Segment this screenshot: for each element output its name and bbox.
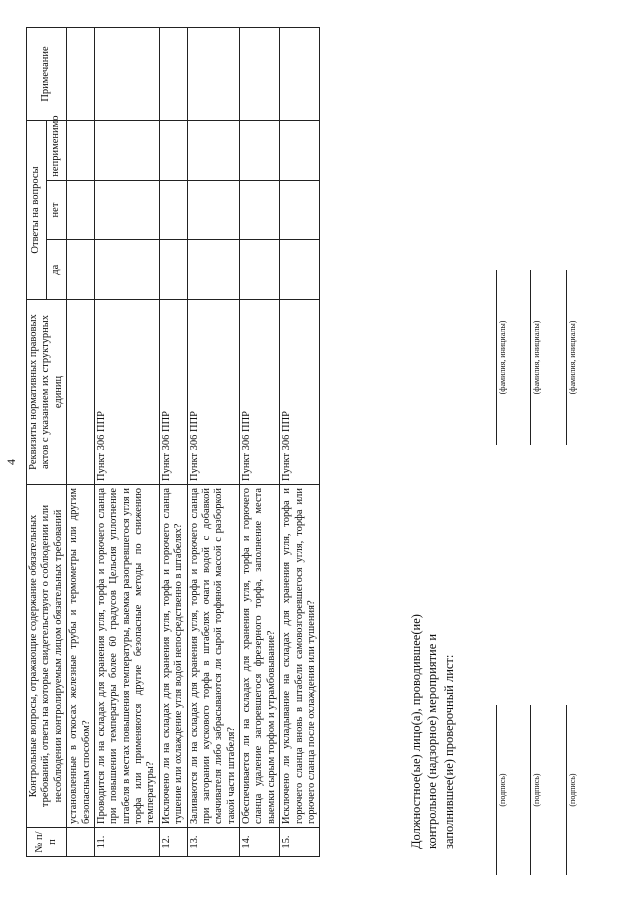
signature-caption-line: заполнившее(ие) проверочный лист: <box>441 654 456 849</box>
row-question: Проводится ли на складах для хранения угля, торфа и горючего сланца при повышении температуры более 60 градусов Цельсия уплотнение штабеля в местах повышения температуры, выемка разогревшегося угля и торфа или применяются другие безопасные методы по снижению температуры? <box>94 485 159 828</box>
header-requisites: Реквизиты нормативных правовых актов с указанием их структурных единиц <box>27 300 67 485</box>
header-no: нет <box>47 180 67 240</box>
row-question: Исключено ли на складах для хранения угля, торфа и горючего сланца тушение или охлаждение угля водой непосредственно в штабелях? <box>159 485 187 828</box>
row-question: Обеспечивается ли на складах для хранения угля, торфа и горючего сланца удаление загоревшегося фрезерного торфа, заполнение места выемки сырым торфом и утрамбовывание? <box>240 485 280 828</box>
name-hint: (фамилия, инициалы) <box>532 320 541 395</box>
cell-note[interactable] <box>280 28 320 121</box>
signature-hint: (подпись) <box>532 773 541 807</box>
table-row <box>280 28 320 857</box>
cell-yes[interactable] <box>94 240 159 300</box>
cell-no[interactable] <box>94 180 159 240</box>
header-question: Контрольные вопросы, отражающие содержание обязательных требований, ответы на которые свидетельствуют о соблюдении или несоблюдении контролируемым лицом обязательных требований <box>27 485 67 828</box>
signature-caption-line: Должностное(ые) лицо(а), проводившее(ие) <box>409 614 423 849</box>
row-num: 12. <box>159 828 187 857</box>
row-requisites: Пункт 306 ППР <box>240 300 280 485</box>
row-requisites: Пункт 306 ППР <box>280 300 320 485</box>
row-num: 14. <box>240 828 280 857</box>
name-hint: (фамилия, инициалы) <box>568 320 577 395</box>
row-num: 11. <box>94 828 159 857</box>
cell-na[interactable] <box>67 121 95 181</box>
row-question: Заливаются ли на складах для хранения угля, торфа и горючего сланца при загорании кускового торфа в штабелях очаги водой с добавкой смачивателя либо забрасываются ли сырой торфяной массой с разборкой такой части штабеля? <box>187 485 240 828</box>
header-note: Примечание <box>27 28 67 121</box>
row-requisites <box>67 300 95 485</box>
signature-caption-line: контрольное (надзорное) мероприятие и <box>425 633 440 849</box>
cell-na[interactable] <box>159 121 187 181</box>
signature-line[interactable] <box>496 705 507 875</box>
signature-hint: (подпись) <box>498 773 507 807</box>
header-num: № п/п <box>27 828 67 857</box>
header-na: неприменимо <box>47 121 67 181</box>
cell-no[interactable] <box>240 180 280 240</box>
table-row <box>240 28 280 857</box>
cell-note[interactable] <box>67 28 95 121</box>
cell-yes[interactable] <box>159 240 187 300</box>
table-row <box>159 28 187 857</box>
cell-note[interactable] <box>240 28 280 121</box>
cell-yes[interactable] <box>67 240 95 300</box>
table-row <box>94 28 159 857</box>
row-num <box>67 828 95 857</box>
signature-line[interactable] <box>530 705 541 875</box>
cell-yes[interactable] <box>187 240 240 300</box>
header-yes: да <box>47 240 67 300</box>
cell-na[interactable] <box>94 121 159 181</box>
name-line[interactable] <box>496 270 507 445</box>
name-line[interactable] <box>530 270 541 445</box>
row-num: 15. <box>280 828 320 857</box>
page-number: 4 <box>4 459 18 465</box>
cell-no[interactable] <box>280 180 320 240</box>
cell-no[interactable] <box>187 180 240 240</box>
cell-note[interactable] <box>187 28 240 121</box>
checklist-table <box>26 27 320 857</box>
row-num: 13. <box>187 828 240 857</box>
name-hint: (фамилия, инициалы) <box>498 320 507 395</box>
table-row <box>67 28 95 857</box>
table-row <box>187 28 240 857</box>
row-requisites: Пункт 306 ППР <box>94 300 159 485</box>
cell-note[interactable] <box>94 28 159 121</box>
header-row <box>27 28 47 857</box>
row-question: Исключено ли укладывание на складах для хранения угля, торфа и горючего сланца вновь в штабели самовозгоревшегося угля, торфа или горючего сланца после охлаждения или тушения? <box>280 485 320 828</box>
cell-yes[interactable] <box>240 240 280 300</box>
cell-no[interactable] <box>159 180 187 240</box>
signature-caption <box>408 614 457 849</box>
cell-yes[interactable] <box>280 240 320 300</box>
row-requisites: Пункт 306 ППР <box>187 300 240 485</box>
row-requisites: Пункт 306 ППР <box>159 300 187 485</box>
cell-na[interactable] <box>187 121 240 181</box>
cell-na[interactable] <box>280 121 320 181</box>
cell-na[interactable] <box>240 121 280 181</box>
row-question: установленные в откосах железные трубы и термометры или другим безопасным способом? <box>67 485 95 828</box>
signature-line[interactable] <box>566 705 577 875</box>
cell-no[interactable] <box>67 180 95 240</box>
signature-hint: (подпись) <box>568 773 577 807</box>
header-answers: Ответы на вопросы <box>27 121 47 300</box>
cell-note[interactable] <box>159 28 187 121</box>
name-line[interactable] <box>566 270 577 445</box>
